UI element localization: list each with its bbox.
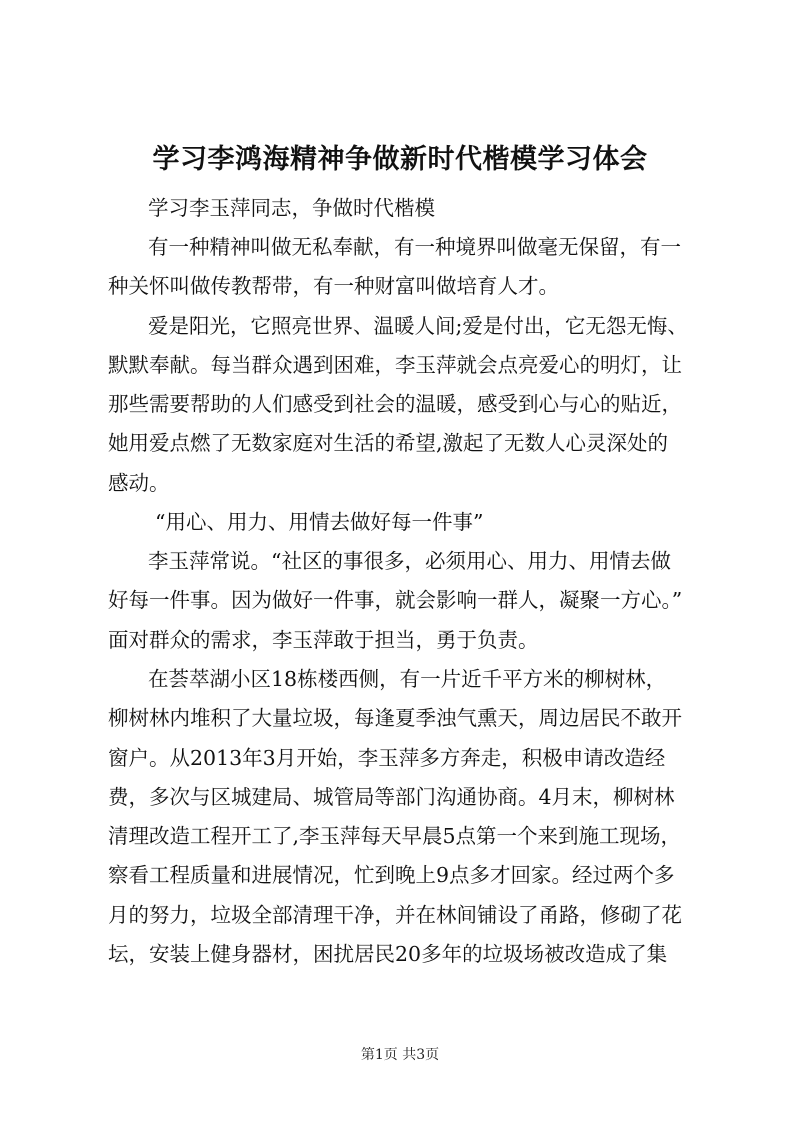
body-line: 窗户。从2013年3月开始，李玉萍多方奔走，积极申请改造经: [108, 746, 666, 770]
body-line: 柳树林内堆积了大量垃圾，每逢夏季浊气熏天，周边居民不敢开: [108, 706, 682, 730]
body-line: 察看工程质量和进展情况，忙到晚上9点多才回家。经过两个多: [108, 863, 675, 887]
body-line: 感动。: [108, 471, 170, 495]
body-line: 爱是阳光，它照亮世界、温暖人间;爱是付出，它无怨无悔、: [148, 314, 688, 338]
body-line: 种关怀叫做传教帮带，有一种财富叫做培育人才。: [108, 274, 559, 298]
body-line: 有一种精神叫做无私奉献，有一种境界叫做毫无保留，有一: [148, 235, 681, 259]
body-line: 那些需要帮助的人们感受到社会的温暖，感受到心与心的贴近，: [108, 392, 682, 416]
document-title: 学习李鸿海精神争做新时代楷模学习体会: [152, 144, 648, 175]
body-line: 默默奉献。每当群众遇到困难，李玉萍就会点亮爱心的明灯，让: [108, 353, 682, 377]
body-line: 清理改造工程开工了,李玉萍每天早晨5点第一个来到施工现场，: [108, 824, 682, 848]
body-line: 好每一件事。因为做好一件事，就会影响一群人，凝聚一方心。”: [108, 588, 683, 612]
section-heading: “用心、用力、用情去做好每一件事”: [155, 510, 484, 534]
body-line: 在荟萃湖小区18栋楼西侧，有一片近千平方米的柳树林，: [148, 667, 667, 691]
page-footer: 第1页 共3页: [360, 1047, 440, 1063]
body-line: 学习李玉萍同志，争做时代楷模: [148, 196, 435, 220]
body-line: 李玉萍常说。“社区的事很多，必须用心、用力、用情去做: [148, 549, 671, 573]
body-line: 坛，安装上健身器材，困扰居民20多年的垃圾场被改造成了集: [108, 942, 668, 966]
body-line: 月的努力，垃圾全部清理干净，并在林间铺设了甬路，修砌了花: [108, 903, 682, 927]
body-line: 面对群众的需求，李玉萍敢于担当，勇于负责。: [108, 628, 539, 652]
body-line: 费，多次与区城建局、城管局等部门沟通协商。4月末，柳树林: [108, 785, 675, 809]
body-line: 她用爱点燃了无数家庭对生活的希望,激起了无数人心灵深处的: [108, 431, 669, 455]
